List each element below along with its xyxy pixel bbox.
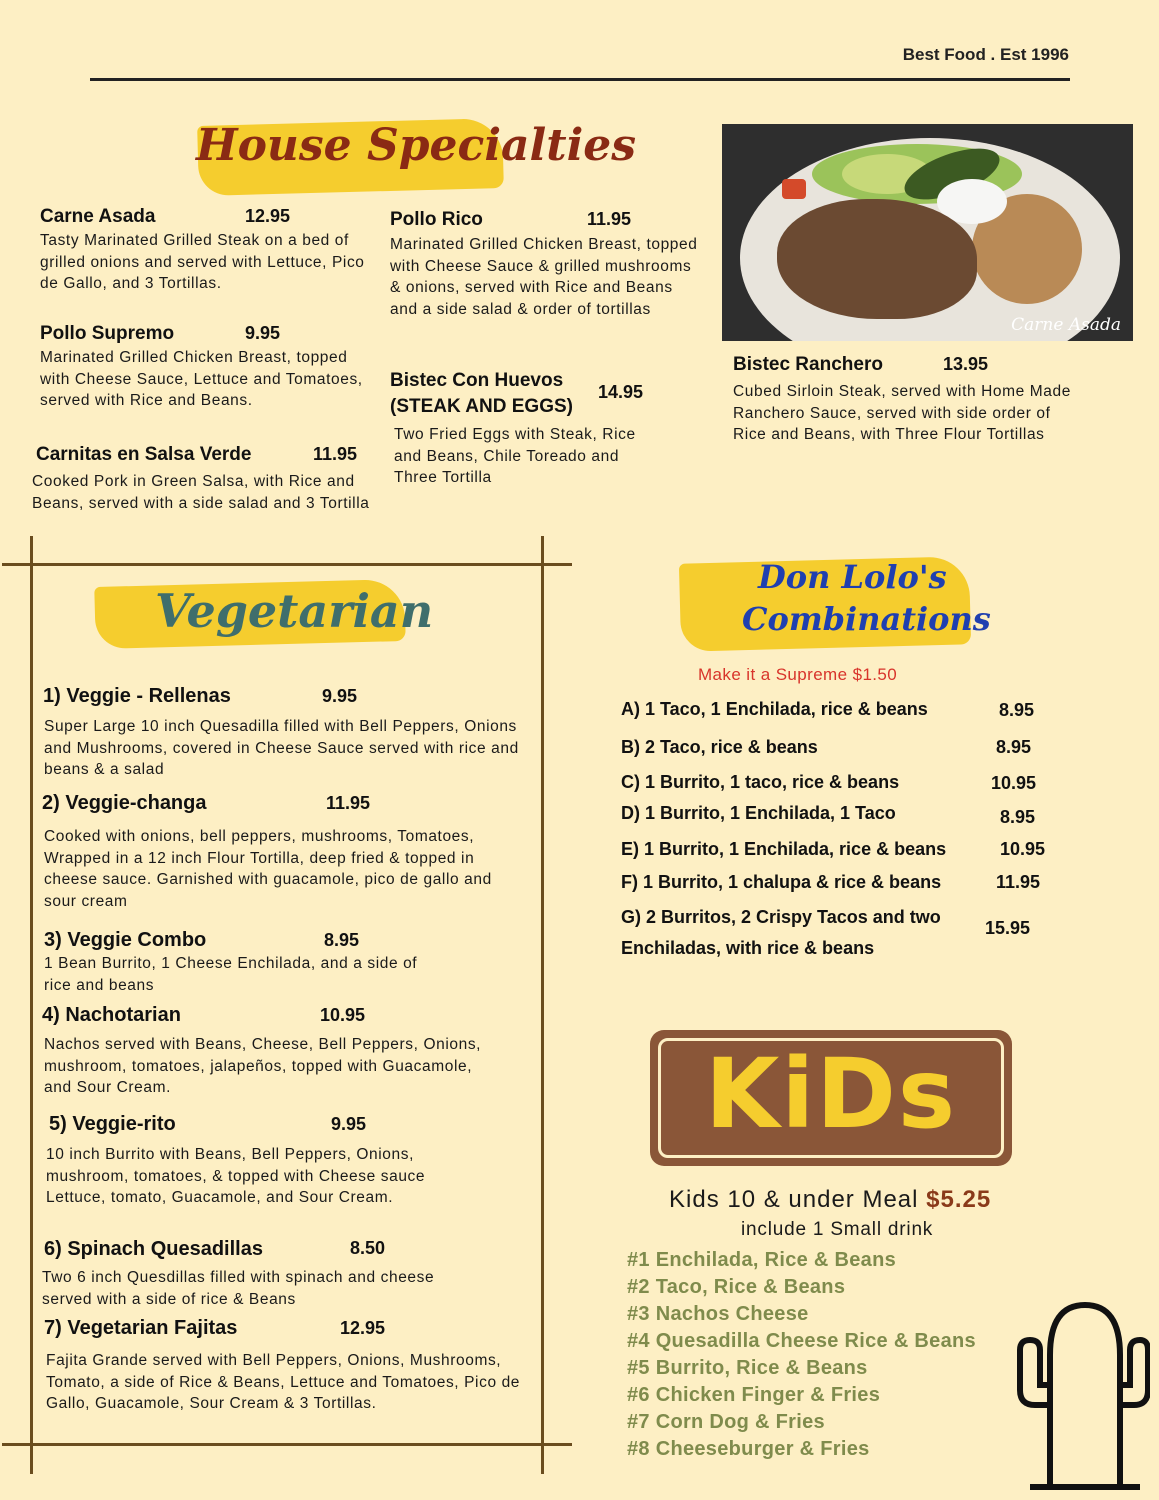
veg-1-desc: Super Large 10 inch Quesadilla filled with Bell Peppers, Onions and Mushrooms, covered in Cheese Sauce served with rice and beans & a salad [44,718,519,778]
combo-g-price: 15.95 [985,918,1031,938]
combo-c-price: 10.95 [991,773,1037,793]
combo-e-price: 10.95 [1000,839,1046,859]
dish-carnitas-price: 11.95 [313,444,358,464]
combo-e-name: E) 1 Burrito, 1 Enchilada, rice & beans [621,839,947,859]
veg-3-price: 8.95 [324,930,360,950]
kids-item-1: #1 Enchilada, Rice & Beans [627,1249,897,1271]
carne-asada-photo [722,124,1133,341]
veg-2-price: 11.95 [326,793,371,813]
combo-f-price: 11.95 [996,872,1041,892]
combos-title-1: Don Lolo's [758,558,947,596]
combo-a-name: A) 1 Taco, 1 Enchilada, rice & beans [621,699,928,719]
photo-caption: Carne Asada [1011,315,1121,335]
dish-bistec-huevos-price: 14.95 [598,382,644,402]
dish-carnitas-name: Carnitas en Salsa Verde [36,444,252,465]
steak-shape [777,199,977,319]
kids-meal-label: Kids 10 & under Meal [669,1186,919,1213]
veg-7-price: 12.95 [340,1318,386,1338]
combo-f-name: F) 1 Burrito, 1 chalupa & rice & beans [621,872,942,892]
dish-bistec-huevos-name: Bistec Con Huevos [390,370,564,391]
kids-item-7: #7 Corn Dog & Fries [627,1411,825,1433]
kids-item-6: #6 Chicken Finger & Fries [627,1384,881,1406]
dish-carne-asada-name: Carne Asada [40,206,156,227]
dish-bistec-ranchero-price: 13.95 [943,354,989,374]
veg-4-desc: Nachos served with Beans, Cheese, Bell Peppers, Onions, mushroom, tomatoes, jalapeños, topped with Guacamole, and Sour Cream. [44,1036,482,1096]
kids-sign [650,1030,1012,1166]
veg-3-desc: 1 Bean Burrito, 1 Cheese Enchilada, and a side of rice and beans [44,955,418,994]
dish-carne-asada-desc: Tasty Marinated Grilled Steak on a bed of grilled onions and served with Lettuce, Pico de Gallo, and 3 Tortillas. [40,232,365,292]
veg-1-name: 1) Veggie - Rellenas [43,685,231,707]
veg-7-name: 7) Vegetarian Fajitas [44,1317,238,1339]
combo-d-price: 8.95 [1000,807,1036,827]
tomato-shape [782,179,806,199]
kids-drink-note: include 1 Small drink [741,1219,934,1240]
veg-4-price: 10.95 [320,1005,366,1025]
veg-5-desc: 10 inch Burrito with Beans, Bell Peppers, Onions, mushroom, tomatoes, & topped with Cheese sauce Lettuce, tomato, Guacamole, and Sour Cream. [46,1146,426,1206]
veg-6-name: 6) Spinach Quesadillas [44,1238,263,1260]
veg-frame-left [30,536,33,1474]
kids-item-5: #5 Burrito, Rice & Beans [627,1357,868,1379]
veg-5-price: 9.95 [331,1114,367,1134]
veg-5-name: 5) Veggie-rito [49,1113,176,1135]
veg-frame-top [2,563,572,566]
dish-pollo-rico-price: 11.95 [587,209,632,229]
veg-frame-bottom [2,1443,572,1446]
supreme-upgrade-note: Make it a Supreme $1.50 [698,665,898,684]
dish-pollo-rico-name: Pollo Rico [390,209,483,230]
combo-a-price: 8.95 [999,700,1035,720]
veg-1-price: 9.95 [322,686,358,706]
veg-4-name: 4) Nachotarian [42,1004,181,1026]
combo-b-price: 8.95 [996,737,1032,757]
dish-pollo-supremo-desc: Marinated Grilled Chicken Breast, topped with Cheese Sauce, Lettuce and Tomatoes, served with Rice and Beans. [40,349,363,409]
dish-bistec-huevos-subname: (STEAK AND EGGS) [390,396,573,417]
dish-pollo-supremo-price: 9.95 [245,323,281,343]
house-title: House Specialties [196,120,637,171]
veg-2-name: 2) Veggie-changa [42,792,207,814]
veg-title: Vegetarian [155,584,434,638]
kids-meal-line [669,1186,991,1214]
kids-item-8: #8 Cheeseburger & Fries [627,1438,870,1460]
dish-carnitas-desc: Cooked Pork in Green Salsa, with Rice and Beans, served with a side salad and 3 Tortilla [32,473,370,512]
veg-frame-right [541,536,544,1474]
combo-g-name-line2: Enchiladas, with rice & beans [621,938,875,958]
dish-pollo-rico-desc: Marinated Grilled Chicken Breast, topped with Cheese Sauce & grilled mushrooms & onions, served with Rice and Beans and a side salad & order of tortillas [390,236,698,318]
combo-b-name: B) 2 Taco, rice & beans [621,737,818,757]
combos-title-2: Combinations [742,600,991,638]
combo-c-name: C) 1 Burrito, 1 taco, rice & beans [621,772,900,792]
dish-carne-asada-price: 12.95 [245,206,291,226]
kids-item-4: #4 Quesadilla Cheese Rice & Beans [627,1330,976,1352]
kids-sign-text: KiDs [704,1038,958,1150]
veg-6-desc: Two 6 inch Quesdillas filled with spinach and cheese served with a side of rice & Beans [42,1269,435,1308]
kids-meal-price: $5.25 [926,1186,992,1213]
veg-3-name: 3) Veggie Combo [44,929,207,951]
tagline: Best Food . Est 1996 [902,45,1069,64]
dish-pollo-supremo-name: Pollo Supremo [40,323,175,344]
combo-g-name: G) 2 Burritos, 2 Crispy Tacos and two [621,907,941,927]
veg-7-desc: Fajita Grande served with Bell Peppers, Onions, Mushrooms, Tomato, a side of Rice & Beans, Lettuce and Tomatoes, Pico de Gallo, Guacamole, Sour Cream & 3 Tortillas. [46,1352,521,1412]
dish-bistec-ranchero-desc: Cubed Sirloin Steak, served with Home Made Ranchero Sauce, served with side order of Rice and Beans, with Three Flour Tortillas [733,383,1071,443]
kids-item-2: #2 Taco, Rice & Beans [627,1276,846,1298]
veg-2-desc: Cooked with onions, bell peppers, mushrooms, Tomatoes, Wrapped in a 12 inch Flour Tortilla, deep fried & topped in cheese sauce. Garnished with guacamole, pico de gallo and sour cream [44,828,492,910]
kids-item-3: #3 Nachos Cheese [627,1303,809,1325]
cactus-icon [1010,1295,1150,1495]
veg-6-price: 8.50 [350,1238,386,1258]
dish-bistec-ranchero-name: Bistec Ranchero [733,354,883,375]
dish-bistec-huevos-desc: Two Fried Eggs with Steak, Rice and Beans, Chile Toreado and Three Tortilla [394,426,636,486]
combo-d-name: D) 1 Burrito, 1 Enchilada, 1 Taco [621,803,896,823]
header-divider [90,78,1070,81]
